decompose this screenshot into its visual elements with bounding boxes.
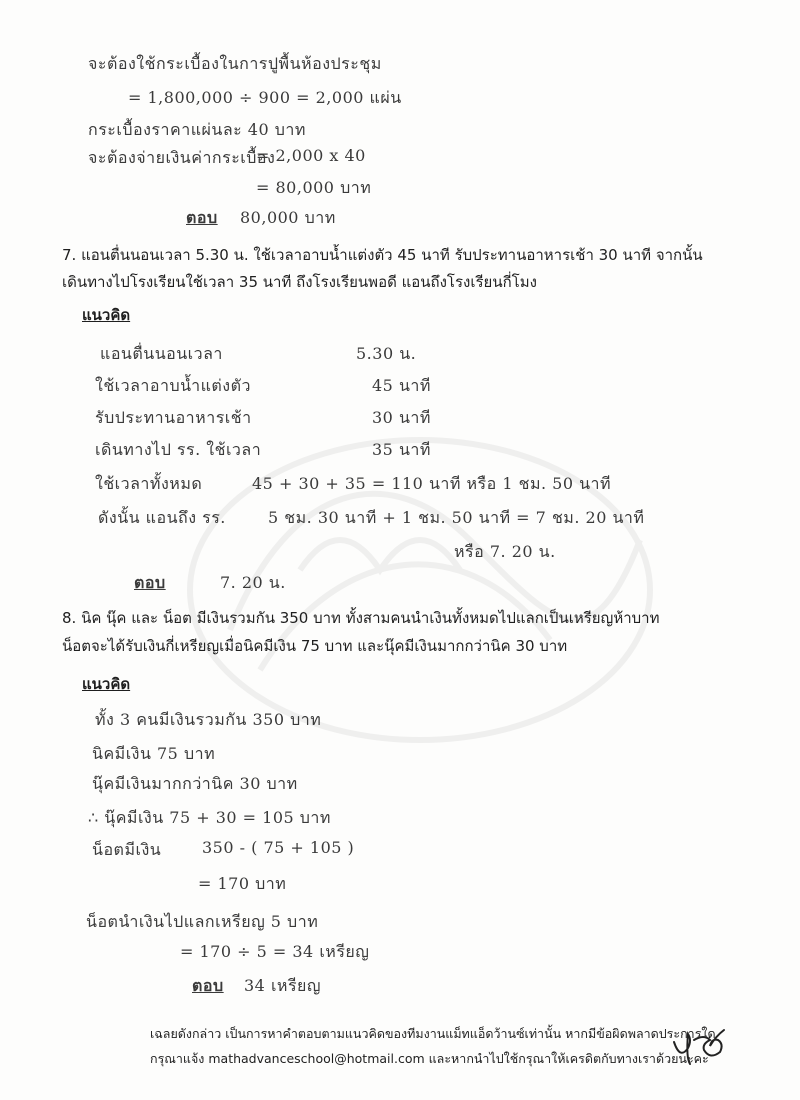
q7-row1-label: แอนตื่นนอนเวลา bbox=[100, 344, 223, 363]
footer-line-2: กรุณาแจ้ง mathadvanceschool@hotmail.com และหากนำไปใช้กรุณาให้เครดิตกับทางเราด้วยนะคะ bbox=[150, 1051, 709, 1066]
q7-row4-value: 35 นาที bbox=[372, 440, 431, 459]
q8-text-line-1: 8. นิค นุ๊ค และ น็อต มีเงินรวมกัน 350 บาท ทั้งสามคนนำเงินทั้งหมดไปแลกเป็นเหรียญห้าบาท bbox=[62, 609, 660, 627]
q7-text-line-1: 7. แอนตื่นนอนเวลา 5.30 น. ใช้เวลาอาบน้ำแต่งตัว 45 นาที รับประทานอาหารเช้า 30 นาที จากนั้น bbox=[62, 246, 703, 264]
q7-row4-label: เดินทางไป รร. ใช้เวลา bbox=[95, 440, 262, 459]
q7-heading: แนวคิด bbox=[82, 306, 131, 324]
q8-answer-value: 34 เหรียญ bbox=[244, 976, 322, 995]
q7-total-label: ใช้เวลาทั้งหมด bbox=[95, 474, 203, 493]
q8-step-5-expr: 350 - ( 75 + 105 ) bbox=[202, 838, 355, 857]
q7-row3-label: รับประทานอาหารเช้า bbox=[95, 408, 252, 427]
q8-text-line-2: น็อตจะได้รับเงินกี่เหรียญเมื่อนิคมีเงิน 75 บาท และนุ๊คมีเงินมากกว่านิค 30 บาท bbox=[62, 637, 568, 655]
signature-mark bbox=[670, 1022, 730, 1072]
q8-step-6: = 170 บาท bbox=[198, 874, 287, 893]
prev-line-2: = 1,800,000 ÷ 900 = 2,000 แผ่น bbox=[128, 88, 402, 107]
q7-row2-value: 45 นาที bbox=[372, 376, 431, 395]
q8-step-4: ∴ นุ๊คมีเงิน 75 + 30 = 105 บาท bbox=[88, 808, 331, 827]
prev-line-3: กระเบื้องราคาแผ่นละ 40 บาท bbox=[88, 120, 306, 139]
prev-line-4-expr: = 2,000 x 40 bbox=[256, 146, 366, 165]
q7-so-expr: 5 ชม. 30 นาที + 1 ชม. 50 นาที = 7 ชม. 20 นาที bbox=[268, 508, 645, 527]
q8-step-1: ทั้ง 3 คนมีเงินรวมกัน 350 บาท bbox=[95, 710, 322, 729]
prev-line-4-label: จะต้องจ่ายเงินค่ากระเบื้อง bbox=[88, 148, 276, 167]
q7-so-label: ดังนั้น แอนถึง รร. bbox=[98, 508, 226, 527]
q7-row1-value: 5.30 น. bbox=[356, 344, 417, 363]
q8-step-2: นิคมีเงิน 75 บาท bbox=[92, 744, 216, 763]
q7-answer-label: ตอบ bbox=[134, 573, 166, 592]
q8-step-5-label: น็อตมีเงิน bbox=[92, 840, 162, 859]
q8-step-3: นุ๊คมีเงินมากกว่านิค 30 บาท bbox=[92, 774, 298, 793]
prev-answer-label: ตอบ bbox=[186, 208, 218, 227]
q7-or-expr: หรือ 7. 20 น. bbox=[454, 542, 556, 561]
footer-line-1: เฉลยดังกล่าว เป็นการหาคำตอบตามแนวคิดของทีมงานแม็ทแอ็ดว้านซ์เท่านั้น หากมีข้อผิดพลาดประการใด bbox=[150, 1026, 716, 1041]
q7-text-line-2: เดินทางไปโรงเรียนใช้เวลา 35 นาที ถึงโรงเรียนพอดี แอนถึงโรงเรียนกี่โมง bbox=[62, 273, 537, 291]
q7-row3-value: 30 นาที bbox=[372, 408, 431, 427]
q7-row2-label: ใช้เวลาอาบน้ำแต่งตัว bbox=[95, 376, 251, 395]
prev-answer-value: 80,000 บาท bbox=[240, 208, 336, 227]
q8-step-8: = 170 ÷ 5 = 34 เหรียญ bbox=[180, 942, 370, 961]
q7-total-expr: 45 + 30 + 35 = 110 นาที หรือ 1 ชม. 50 นาที bbox=[252, 474, 612, 493]
prev-line-5: = 80,000 บาท bbox=[256, 178, 372, 197]
q8-step-7: น็อตนำเงินไปแลกเหรียญ 5 บาท bbox=[86, 912, 319, 931]
prev-line-1: จะต้องใช้กระเบื้องในการปูพื้นห้องประชุม bbox=[88, 54, 382, 73]
q7-answer-value: 7. 20 น. bbox=[220, 573, 286, 592]
q8-answer-label: ตอบ bbox=[192, 976, 224, 995]
q8-heading: แนวคิด bbox=[82, 675, 131, 693]
